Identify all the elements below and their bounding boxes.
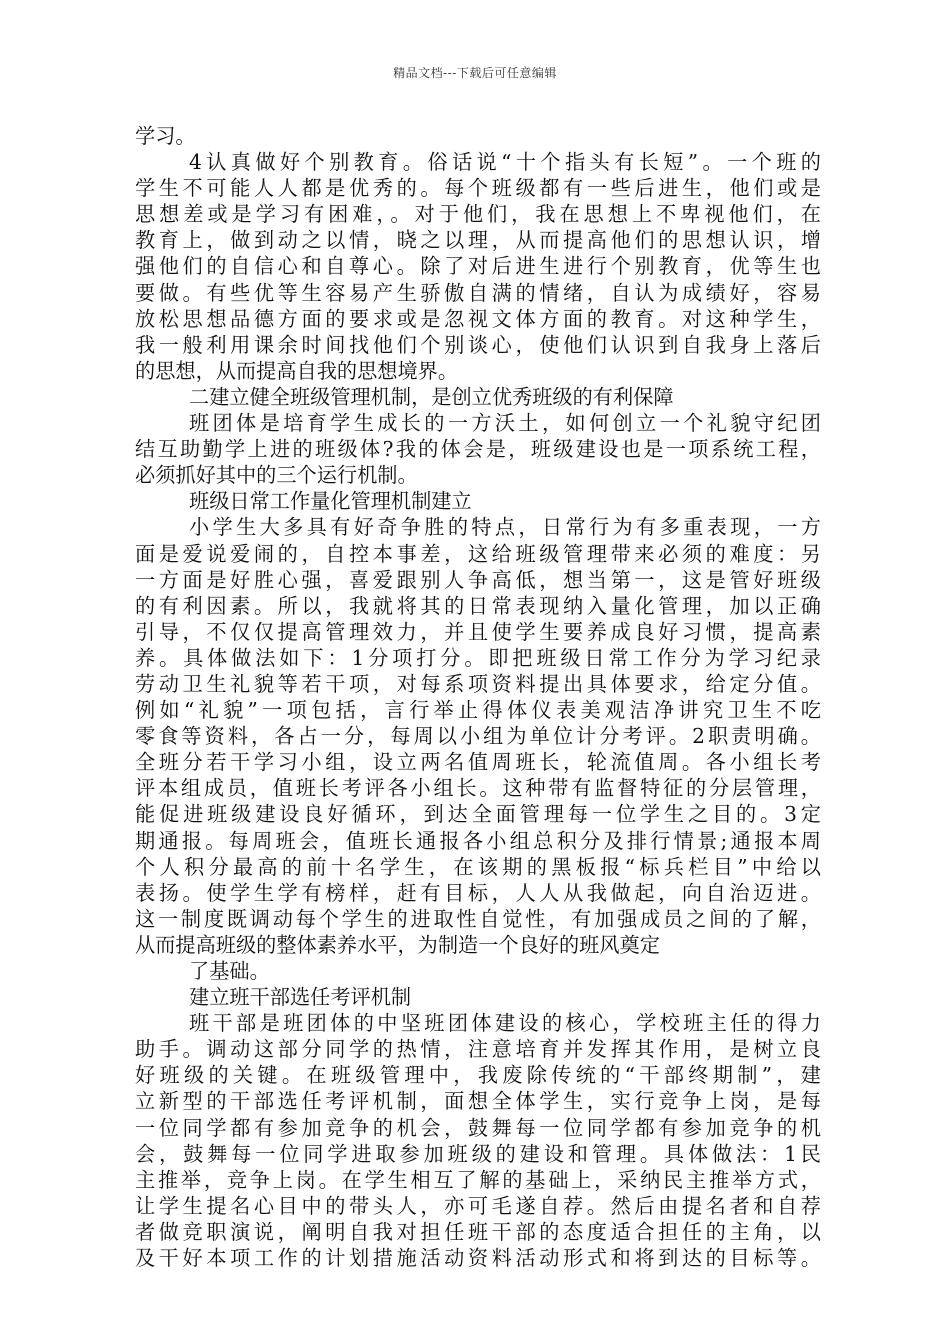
text-line: 例如“礼貌”一项包括，言行举止得体仪表美观洁净讲究卫生不吃: [135, 698, 821, 723]
text-line: 班级日常工作量化管理机制建立: [189, 489, 472, 514]
text-line: 会，鼓舞每一位同学进取参加班级的建设和管理。具体做法：1民: [135, 1141, 821, 1166]
text-line: 及干好本项工作的计划措施活动资料活动形式和将到达的目标等。: [135, 1246, 821, 1271]
text-line: 让学生提名心目中的带头人，亦可毛遂自荐。然后由提名者和自荐: [135, 1193, 821, 1218]
text-line: 学习。: [135, 124, 196, 148]
text-line: 全班分若干学习小组，设立两名值周班长，轮流值周。各小组长考: [135, 750, 821, 775]
text-line: 学生不可能人人都是优秀的。每个班级都有一些后进生，他们或是: [135, 176, 821, 201]
text-line: 建立班干部选任考评机制: [189, 985, 412, 1010]
text-line: 教育上，做到动之以情，晓之以理，从而提高他们的思想认识，增: [135, 228, 821, 253]
text-line: 表扬。使学生学有榜样，赶有目标，人人从我做起，向自治迈进。: [135, 880, 821, 905]
text-line: 个人积分最高的前十名学生，在该期的黑板报“标兵栏目”中给以: [135, 854, 821, 879]
text-line: 引导，不仅仅提高管理效力，并且使学生要养成良好习惯，提高素: [135, 619, 821, 644]
text-line: 者做竞职演说，阐明自我对担任班干部的态度适合担任的主角，以: [135, 1219, 821, 1244]
text-line: 要做。有些优等生容易产生骄傲自满的情绪，自认为成绩好，容易: [135, 280, 821, 305]
text-line: 一位同学都有参加竞争的机会，鼓舞每一位同学都有参加竞争的机: [135, 1115, 821, 1140]
document-body: [135, 123, 821, 1271]
text-line: 主推举，竞争上岗。在学生相互了解的基础上，采纳民主推举方式，: [135, 1167, 821, 1192]
page-header: 精品文档---下载后可任意编辑: [393, 66, 557, 80]
text-line: 立新型的干部选任考评机制，面想全体学生，实行竞争上岗，是每: [135, 1089, 821, 1114]
text-line: 二建立健全班级管理机制，是创立优秀班级的有利保障: [189, 384, 674, 409]
text-line: 强他们的自信心和自尊心。除了对后进生进行个别教育，优等生也: [135, 254, 821, 279]
text-line: 好班级的关键。在班级管理中，我废除传统的“干部终期制”，建: [135, 1063, 821, 1088]
text-line: 零食等资料，各占一分，每周以小组为单位计分考评。2职责明确。: [135, 724, 821, 749]
text-line: 养。具体做法如下：1分项打分。即把班级日常工作分为学习纪录: [135, 645, 821, 670]
text-line: 这一制度既调动每个学生的进取性自觉性，有加强成员之间的了解，: [135, 906, 821, 931]
text-line: 4认真做好个别教育。俗话说“十个指头有长短”。一个班的: [189, 150, 821, 175]
text-line: 小学生大多具有好奇争胜的特点，日常行为有多重表现，一方: [189, 515, 821, 540]
text-line: 一方面是好胜心强，喜爱跟别人争高低，想当第一，这是管好班级: [135, 567, 821, 592]
text-line: 的有利因素。所以，我就将其的日常表现纳入量化管理，加以正确: [135, 593, 821, 618]
text-line: 能促进班级建设良好循环，到达全面管理每一位学生之目的。3定: [135, 802, 821, 827]
text-line: 评本组成员，值班长考评各小组长。这种带有监督特征的分层管理，: [135, 776, 821, 801]
text-line: 面是爱说爱闹的，自控本事差，这给班级管理带来必须的难度：另: [135, 541, 821, 566]
text-line: 班团体是培育学生成长的一方沃土，如何创立一个礼貌守纪团: [189, 411, 821, 436]
text-line: 必须抓好其中的三个运行机制。: [135, 463, 418, 488]
text-line: 思想差或是学习有困难，。对于他们，我在思想上不卑视他们，在: [135, 202, 821, 227]
text-line: 期通报。每周班会，值班长通报各小组总积分及排行情景;通报本周: [135, 828, 821, 853]
text-line: 放松思想品德方面的要求或是忽视文体方面的教育。对这种学生，: [135, 306, 821, 331]
text-line: 的思想，从而提高自我的思想境界。: [135, 358, 459, 383]
text-line: 劳动卫生礼貌等若干项，对每系项资料提出具体要求，给定分值。: [135, 671, 821, 696]
text-line: 我一般利用课余时间找他们个别谈心，使他们认识到自我身上落后: [135, 332, 821, 357]
text-line: 助手。调动这部分同学的热情，注意培育并发挥其作用，是树立良: [135, 1037, 821, 1062]
text-line: 结互助勤学上进的班级体?我的体会是，班级建设也是一项系统工程，: [135, 437, 821, 462]
text-line: 从而提高班级的整体素养水平，为制造一个良好的班风奠定: [135, 932, 660, 957]
text-line: 班干部是班团体的中坚班团体建设的核心，学校班主任的得力: [189, 1011, 821, 1036]
text-line: 了基础。: [189, 959, 270, 983]
